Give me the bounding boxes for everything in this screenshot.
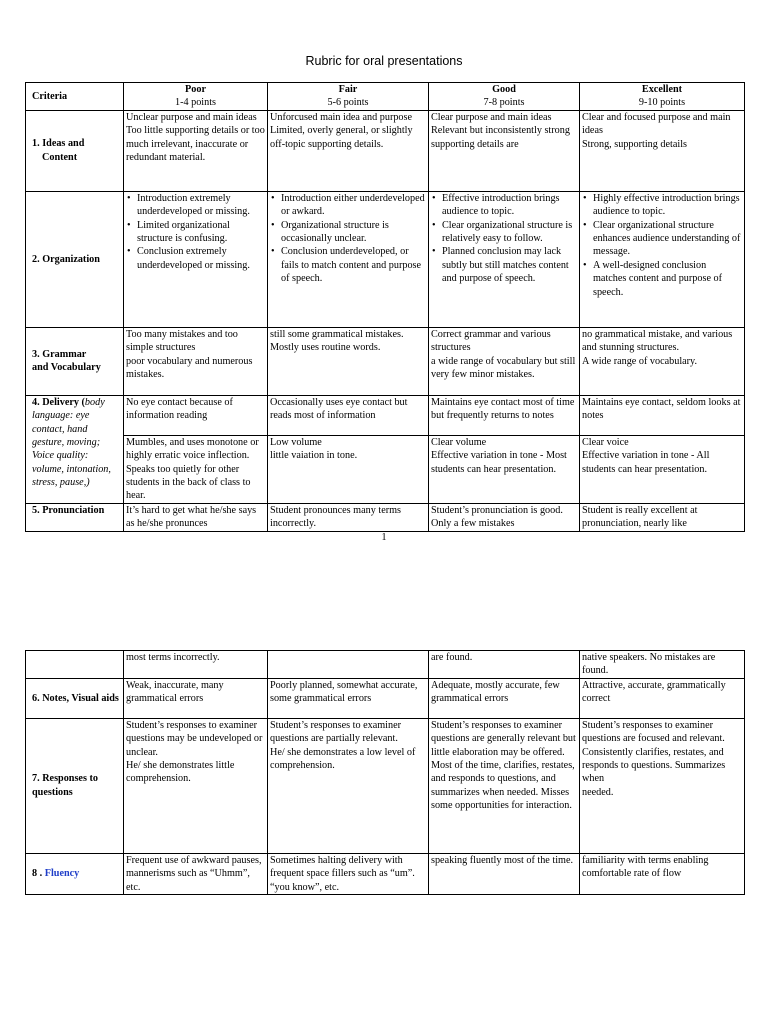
level-points: 5-6 points <box>327 97 369 109</box>
cell-ideas-excellent: Clear and focused purpose and main ideas Strong, supporting details <box>580 110 745 191</box>
cell-fluency-poor: Frequent use of awkward pauses, mannerisms such as “Uhmm”, etc. <box>124 853 268 894</box>
criteria-responses-questions: 7. Responses to questions <box>26 718 124 853</box>
criteria-empty <box>26 651 124 679</box>
bullet-item: • A well-designed conclusion matches content and purpose of speech. <box>582 259 742 299</box>
row-notes-visual-aids <box>26 678 745 718</box>
bullet-item: • Limited organizational structure is confusing. <box>126 219 265 246</box>
criteria-number: 8 . <box>32 868 45 880</box>
cell-pronunciation-excellent: Student is really excellent at pronunciation, nearly like <box>580 503 745 531</box>
criteria-label: Content <box>42 151 78 163</box>
bullet-item: • Clear organizational structure enhances audience understanding of message. <box>582 219 742 259</box>
criteria-fluency <box>26 853 124 894</box>
cell-pronunciation-cont-good: are found. <box>429 651 580 679</box>
row-grammar-vocabulary <box>26 327 745 395</box>
level-name: Poor <box>185 84 206 95</box>
cell-fluency-good: speaking fluently most of the time. <box>429 853 580 894</box>
cell-notes-poor: Weak, inaccurate, many grammatical errors <box>124 678 268 718</box>
criteria-label: 1. Ideas and <box>32 138 85 150</box>
page-title: Rubric for oral presentations <box>305 54 463 68</box>
criteria-label: Fluency <box>44 868 80 880</box>
cell-grammar-excellent: no grammatical mistake, and various and stunning structures. A wide range of vocabulary. <box>580 327 745 395</box>
criteria-label: and Vocabulary <box>32 362 101 374</box>
cell-ideas-good: Clear purpose and main ideas Relevant but inconsistently strong supporting details are <box>429 110 580 191</box>
criteria-bullet-list <box>582 192 742 299</box>
cell-pronunciation-cont-poor: most terms incorrectly. <box>124 651 268 679</box>
cell-notes-excellent: Attractive, accurate, grammatically correct <box>580 678 745 718</box>
cell-delivery-eye-poor: No eye contact because of information reading <box>124 395 268 435</box>
cell-delivery-voice-good: Clear volume Effective variation in tone - Most students can hear presentation. <box>429 435 580 503</box>
cell-responses-fair: Student’s responses to examiner questions are partially relevant. He/ she demonstrates a low level of comprehension. <box>268 718 429 853</box>
level-header-poor <box>124 83 268 111</box>
level-header-excellent <box>580 83 745 111</box>
criteria-bullet-list <box>270 192 426 286</box>
cell-responses-excellent: Student’s responses to examiner questions are focused and relevant. Consistently clarifies, restates, and responds to questions. Summarizes when needed. <box>580 718 745 853</box>
row-organization <box>26 191 745 327</box>
rubric-table-part-1 <box>25 82 745 532</box>
bullet-item: • Conclusion underdeveloped, or fails to match content and purpose of speech. <box>270 245 426 285</box>
row-delivery-eye <box>26 395 745 435</box>
cell-grammar-good: Correct grammar and various structures a wide range of vocabulary but still very few minor mistakes. <box>429 327 580 395</box>
cell-responses-poor: Student’s responses to examiner questions may be undeveloped or unclear. He/ she demonstrates little comprehension. <box>124 718 268 853</box>
criteria-pronunciation: 5. Pronunciation <box>26 503 124 531</box>
header-row <box>26 83 745 111</box>
cell-pronunciation-good: Student’s pronunciation is good. Only a few mistakes <box>429 503 580 531</box>
cell-organization-good <box>429 191 580 327</box>
criteria-sublabel: body language: eye contact, hand gesture, moving; Voice quality: volume, intonation, stress, pause,) <box>32 396 111 489</box>
level-name: Excellent <box>641 84 683 95</box>
bullet-item: • Planned conclusion may lack subtly but still matches content and purpose of speech. <box>431 245 577 285</box>
level-points: 1-4 points <box>174 97 217 109</box>
cell-fluency-fair: Sometimes halting delivery with frequent space fillers such as “um”. “you know”, etc. <box>268 853 429 894</box>
cell-grammar-fair: still some grammatical mistakes. Mostly uses routine words. <box>268 327 429 395</box>
cell-delivery-eye-fair: Occasionally uses eye contact but reads most of information <box>268 395 429 435</box>
cell-organization-poor <box>124 191 268 327</box>
cell-notes-good: Adequate, mostly accurate, few grammatical errors <box>429 678 580 718</box>
cell-delivery-eye-excellent: Maintains eye contact, seldom looks at notes <box>580 395 745 435</box>
level-points: 7-8 points <box>483 97 525 109</box>
bullet-item: • Conclusion extremely underdeveloped or missing. <box>126 245 265 272</box>
row-pronunciation-continued <box>26 651 745 679</box>
criteria-header: Criteria <box>26 83 124 111</box>
criteria-label: 4. Delivery ( <box>32 396 85 408</box>
page-2 <box>0 640 768 1024</box>
level-header-good <box>429 83 580 111</box>
cell-pronunciation-cont-excellent: native speakers. No mistakes are found. <box>580 651 745 679</box>
criteria-bullet-list <box>126 192 265 272</box>
cell-responses-good: Student’s responses to examiner questions are generally relevant but little elaboration may be offered. Most of the time, clarifies, restates, and responds to questions, and summarizes when needed. Misses some opportunities for interaction. <box>429 718 580 853</box>
cell-ideas-poor: Unclear purpose and main ideas Too little supporting details or too much irrelevant, inaccurate or redundant material. <box>124 110 268 191</box>
level-points: 9-10 points <box>638 97 686 109</box>
cell-pronunciation-poor: It’s hard to get what he/she says as he/she pronunces <box>124 503 268 531</box>
level-name: Good <box>492 84 516 95</box>
rubric-table-part-2 <box>25 650 745 895</box>
row-delivery-voice <box>26 435 745 503</box>
cell-notes-fair: Poorly planned, somewhat accurate, some grammatical errors <box>268 678 429 718</box>
row-ideas-content <box>26 110 745 191</box>
row-pronunciation <box>26 503 745 531</box>
criteria-label: 3. Grammar <box>32 348 87 360</box>
page-gap <box>0 560 768 640</box>
cell-organization-fair <box>268 191 429 327</box>
cell-grammar-poor: Too many mistakes and too simple structures poor vocabulary and numerous mistakes. <box>124 327 268 395</box>
cell-delivery-voice-poor: Mumbles, and uses monotone or highly erratic voice inflection. Speaks too quietly for other students in the back of class to hear. <box>124 435 268 503</box>
cell-pronunciation-cont-fair <box>268 651 429 679</box>
row-responses-questions <box>26 718 745 853</box>
cell-ideas-fair: Unforcused main idea and purpose Limited, overly general, or slightly off-topic supporting details. <box>268 110 429 191</box>
level-name: Fair <box>338 84 358 95</box>
row-fluency <box>26 853 745 894</box>
bullet-item: • Highly effective introduction brings audience to topic. <box>582 192 742 219</box>
bullet-item: • Effective introduction brings audience to topic. <box>431 192 577 219</box>
criteria-notes-visual-aids: 6. Notes, Visual aids <box>26 678 124 718</box>
cell-delivery-eye-good: Maintains eye contact most of time but frequently returns to notes <box>429 395 580 435</box>
bullet-item: • Introduction extremely underdeveloped or missing. <box>126 192 265 219</box>
bullet-item: • Organizational structure is occasionally unclear. <box>270 219 426 246</box>
criteria-bullet-list <box>431 192 577 286</box>
cell-delivery-voice-fair: Low volume little vaiation in tone. <box>268 435 429 503</box>
cell-delivery-voice-excellent: Clear voice Effective variation in tone - All students can hear presentation. <box>580 435 745 503</box>
criteria-grammar-vocabulary <box>26 327 124 395</box>
cell-organization-excellent <box>580 191 745 327</box>
bullet-item: • Clear organizational structure is relatively easy to follow. <box>431 219 577 246</box>
page-number: 1 <box>381 532 387 543</box>
cell-pronunciation-fair: Student pronounces many terms incorrectly. <box>268 503 429 531</box>
criteria-organization: 2. Organization <box>26 191 124 327</box>
level-header-fair <box>268 83 429 111</box>
criteria-delivery <box>26 395 124 503</box>
cell-fluency-excellent: familiarity with terms enabling comfortable rate of flow <box>580 853 745 894</box>
criteria-ideas-content <box>26 110 124 191</box>
bullet-item: • Introduction either underdeveloped or awkard. <box>270 192 426 219</box>
